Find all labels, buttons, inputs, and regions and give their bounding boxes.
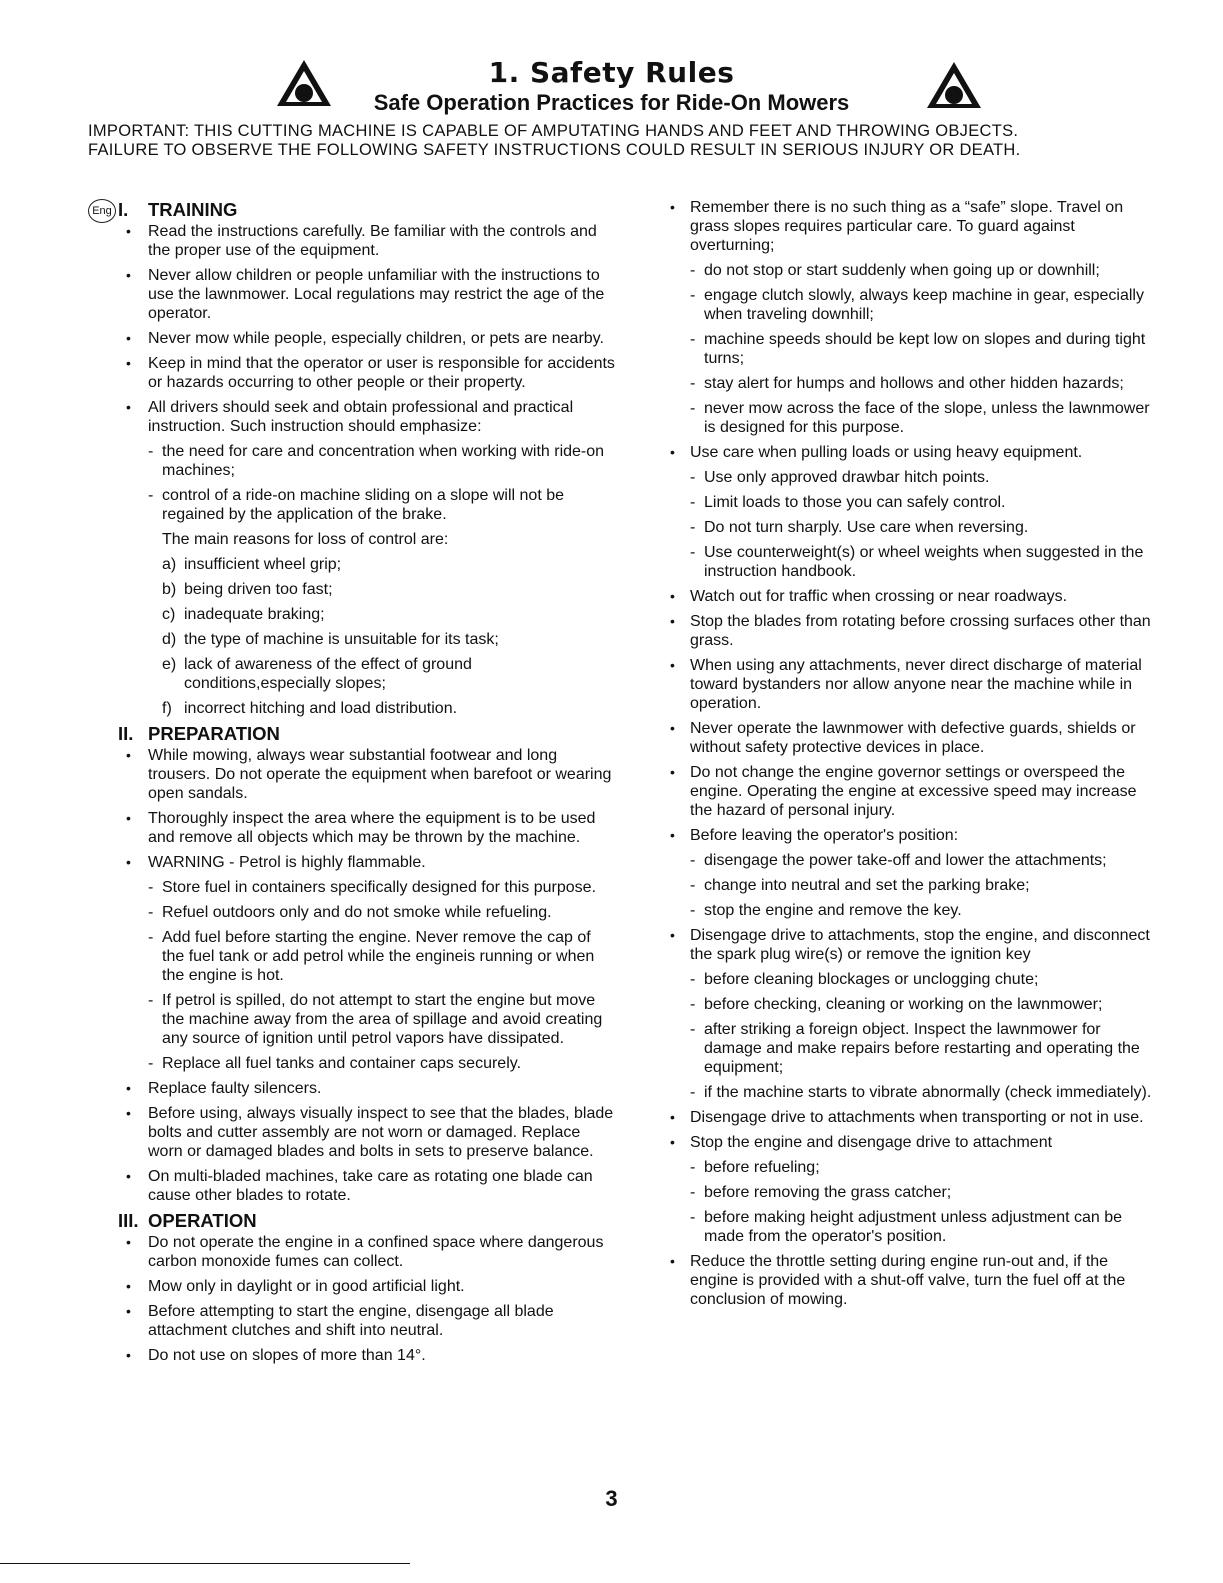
left-column bbox=[90, 198, 615, 1371]
lettered-item bbox=[90, 630, 615, 649]
list-item: • While mowing, always wear substantial footwear and long trousers. Do not operate the equipment when barefoot or wearing open sandals. bbox=[90, 746, 615, 803]
list-item: • Remember there is no such thing as a “safe” slope. Travel on grass slopes requires particular care. To guard against overturning; bbox=[670, 198, 1160, 255]
sub-list-item: - Add fuel before starting the engine. Never remove the cap of the fuel tank or add petrol while the engineis running or when the engine is hot. bbox=[90, 928, 615, 985]
list-item: • Do not operate the engine in a confined space where dangerous carbon monoxide fumes can collect. bbox=[90, 1233, 615, 1271]
lettered-item bbox=[90, 555, 615, 574]
item-letter: c) bbox=[162, 606, 176, 623]
list-item: • When using any attachments, never direct discharge of material toward bystanders nor allow anyone near the machine while in operation. bbox=[670, 656, 1160, 713]
list-item: • Keep in mind that the operator or user is responsible for accidents or hazards occurring to other people or their property. bbox=[90, 354, 615, 392]
section-number: I. bbox=[118, 199, 129, 220]
section-title: OPERATION bbox=[148, 1210, 257, 1231]
item-letter: b) bbox=[162, 581, 177, 598]
page-subtitle: Safe Operation Practices for Ride-On Mowers bbox=[373, 90, 850, 115]
sub-list-item: - machine speeds should be kept low on slopes and during tight turns; bbox=[670, 330, 1160, 368]
sub-list-item: - the need for care and concentration when working with ride-on machines; bbox=[90, 442, 615, 480]
section-title: TRAINING bbox=[148, 199, 238, 220]
section-heading-preparation bbox=[90, 724, 615, 743]
important-notice bbox=[88, 122, 1158, 160]
list-item: • Before attempting to start the engine, disengage all blade attachment clutches and shift into neutral. bbox=[90, 1302, 615, 1340]
sub-list-item: - before removing the grass catcher; bbox=[670, 1183, 1160, 1202]
right-column bbox=[670, 198, 1160, 1315]
list-item: • Never operate the lawnmower with defective guards, shields or without safety protective devices in place. bbox=[670, 719, 1160, 757]
sub-list-item: - never mow across the face of the slope, unless the lawnmower is designed for this purpose. bbox=[670, 399, 1160, 437]
list-item: • Reduce the throttle setting during engine run-out and, if the engine is provided with a shut-off valve, turn the fuel off at the conclusion of mowing. bbox=[670, 1252, 1160, 1309]
warning-triangle-icon bbox=[925, 60, 983, 110]
list-item: • Disengage drive to attachments, stop the engine, and disconnect the spark plug wire(s) or remove the ignition key bbox=[670, 926, 1160, 964]
sub-list-item: - Do not turn sharply. Use care when reversing. bbox=[670, 518, 1160, 537]
page-title: 1. Safety Rules bbox=[488, 56, 735, 89]
sub-list-item: - after striking a foreign object. Inspect the lawnmower for damage and make repairs before restarting and operating the equipment; bbox=[670, 1020, 1160, 1077]
sub-list-item: - Store fuel in containers specifically designed for this purpose. bbox=[90, 878, 615, 897]
sub-list-item: - engage clutch slowly, always keep machine in gear, especially when traveling downhill; bbox=[670, 286, 1160, 324]
item-text: insufficient wheel grip; bbox=[184, 556, 342, 573]
list-item: • Disengage drive to attachments when transporting or not in use. bbox=[670, 1108, 1160, 1127]
sub-list-item: - change into neutral and set the parking brake; bbox=[670, 876, 1160, 895]
list-item: • Never mow while people, especially children, or pets are nearby. bbox=[90, 329, 615, 348]
item-letter: a) bbox=[162, 556, 177, 573]
lettered-item bbox=[90, 699, 615, 718]
paragraph: The main reasons for loss of control are: bbox=[162, 531, 449, 548]
section-title: PREPARATION bbox=[148, 723, 280, 744]
list-item: • Do not change the engine governor settings or overspeed the engine. Operating the engine at excessive speed may increase the hazard of personal injury. bbox=[670, 763, 1160, 820]
list-item: • Replace faulty silencers. bbox=[90, 1079, 615, 1098]
item-text: being driven too fast; bbox=[184, 581, 333, 598]
important-line-1: IMPORTANT: THIS CUTTING MACHINE IS CAPABLE OF AMPUTATING HANDS AND FEET AND THROWING OBJECTS. bbox=[88, 122, 1019, 140]
sub-list-item: - Use only approved drawbar hitch points. bbox=[670, 468, 1160, 487]
sub-list-item: - Refuel outdoors only and do not smoke while refueling. bbox=[90, 903, 615, 922]
item-text: inadequate braking; bbox=[184, 606, 325, 623]
sub-list-item: - Use counterweight(s) or wheel weights when suggested in the instruction handbook. bbox=[670, 543, 1160, 581]
sub-list-item: - If petrol is spilled, do not attempt to start the engine but move the machine away from the area of spillage and avoid creating any source of ignition until petrol vapors have dissipated. bbox=[90, 991, 615, 1048]
list-item: • Thoroughly inspect the area where the equipment is to be used and remove all objects which may be thrown by the machine. bbox=[90, 809, 615, 847]
section-heading-training bbox=[90, 200, 615, 219]
list-item: • Stop the engine and disengage drive to attachment bbox=[670, 1133, 1160, 1152]
sub-list-item: - if the machine starts to vibrate abnormally (check immediately). bbox=[670, 1083, 1160, 1102]
language-badge: Eng bbox=[88, 199, 116, 223]
section-heading-operation bbox=[90, 1211, 615, 1230]
list-item: • Watch out for traffic when crossing or near roadways. bbox=[670, 587, 1160, 606]
item-letter: f) bbox=[162, 700, 172, 717]
section-number: III. bbox=[118, 1210, 139, 1231]
list-item: • Mow only in daylight or in good artificial light. bbox=[90, 1277, 615, 1296]
sub-list-item: - Replace all fuel tanks and container caps securely. bbox=[90, 1054, 615, 1073]
sub-list-item: - before checking, cleaning or working on the lawnmower; bbox=[670, 995, 1160, 1014]
list-item: • Never allow children or people unfamiliar with the instructions to use the lawnmower. Local regulations may restrict the age of the operator. bbox=[90, 266, 615, 323]
sub-list-item: - disengage the power take-off and lower the attachments; bbox=[670, 851, 1160, 870]
item-letter: d) bbox=[162, 631, 177, 648]
sub-list-item: - do not stop or start suddenly when going up or downhill; bbox=[670, 261, 1160, 280]
list-item: • Stop the blades from rotating before crossing surfaces other than grass. bbox=[670, 612, 1160, 650]
page-header bbox=[0, 0, 1223, 160]
list-item: • Use care when pulling loads or using heavy equipment. bbox=[670, 443, 1160, 462]
list-item: • WARNING - Petrol is highly flammable. bbox=[90, 853, 615, 872]
sub-list-item: - stay alert for humps and hollows and other hidden hazards; bbox=[670, 374, 1160, 393]
lettered-item bbox=[90, 605, 615, 624]
sub-list-item: - before making height adjustment unless adjustment can be made from the operator's position. bbox=[670, 1208, 1160, 1246]
list-item: • Do not use on slopes of more than 14°. bbox=[90, 1346, 615, 1365]
item-text: the type of machine is unsuitable for its task; bbox=[184, 631, 499, 648]
important-line-2: FAILURE TO OBSERVE THE FOLLOWING SAFETY INSTRUCTIONS COULD RESULT IN SERIOUS INJURY OR DEATH. bbox=[88, 141, 1021, 159]
list-item: • Before using, always visually inspect to see that the blades, blade bolts and cutter assembly are not worn or damaged. Replace worn or damaged blades and bolts in sets to preserve balance. bbox=[90, 1104, 615, 1161]
sub-list-item: - Limit loads to those you can safely control. bbox=[670, 493, 1160, 512]
footer-rule bbox=[0, 1563, 410, 1564]
sub-list-item: - stop the engine and remove the key. bbox=[670, 901, 1160, 920]
item-text: incorrect hitching and load distribution. bbox=[184, 700, 458, 717]
sub-list-item: - control of a ride-on machine sliding on a slope will not be regained by the application of the brake. bbox=[90, 486, 615, 524]
item-text: lack of awareness of the effect of ground conditions,especially slopes; bbox=[184, 656, 472, 692]
section-number: II. bbox=[118, 723, 134, 744]
sub-list-item: - before refueling; bbox=[670, 1158, 1160, 1177]
list-item: • On multi-bladed machines, take care as rotating one blade can cause other blades to rotate. bbox=[90, 1167, 615, 1205]
lettered-item bbox=[90, 580, 615, 599]
list-item: • Read the instructions carefully. Be familiar with the controls and the proper use of the equipment. bbox=[90, 222, 615, 260]
lettered-item bbox=[90, 655, 615, 693]
page-number: 3 bbox=[605, 1486, 618, 1511]
list-item: • All drivers should seek and obtain professional and practical instruction. Such instruction should emphasize: bbox=[90, 398, 615, 436]
list-item: • Before leaving the operator's position: bbox=[670, 826, 1160, 845]
sub-list-item: - before cleaning blockages or unclogging chute; bbox=[670, 970, 1160, 989]
item-letter: e) bbox=[162, 656, 177, 673]
